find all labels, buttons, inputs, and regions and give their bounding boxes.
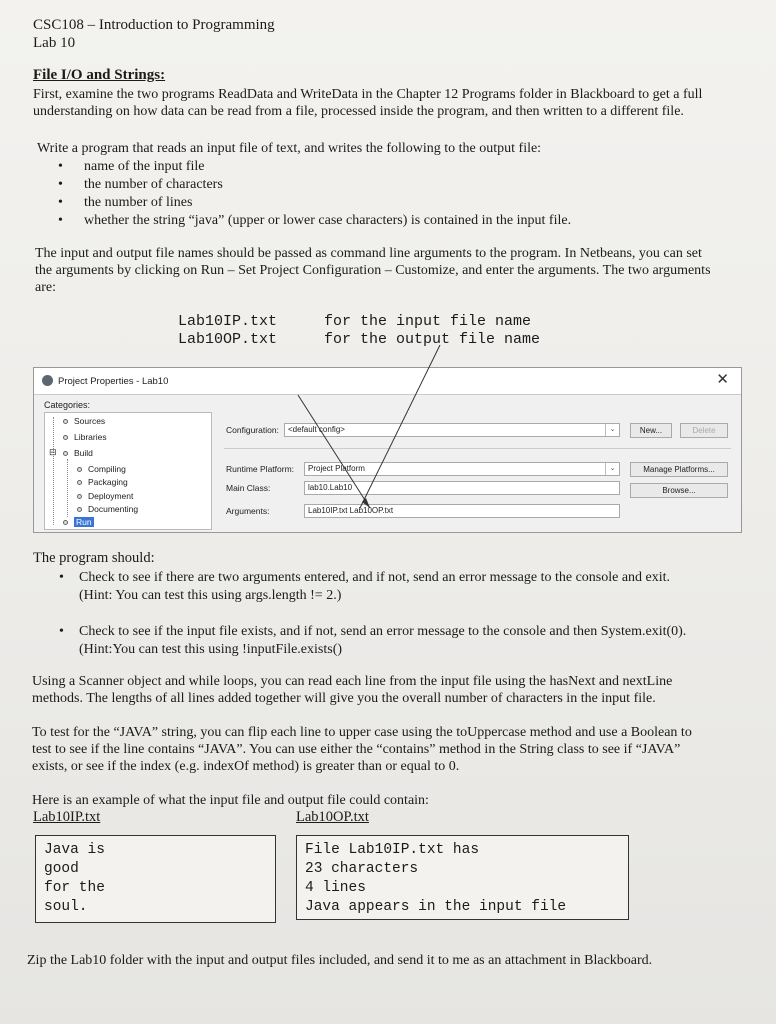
example-lead: Here is an example of what the input file and output file could contain: <box>32 793 429 808</box>
tree-item-label: Documenting <box>88 504 139 514</box>
args-line-2: the arguments by clicking on Run – Set Project Configuration – Customize, and enter the arguments. The two arguments <box>35 263 711 278</box>
runtime-platform-label: Runtime Platform: <box>226 464 295 474</box>
arg-input-desc: for the input file name <box>324 313 532 330</box>
course-title: CSC108 – Introduction to Programming <box>33 17 275 33</box>
java-line-2: test to see if the line contains “JAVA”. You can use either the “contains” method in the String class to see if “JAVA” <box>32 742 681 757</box>
should-lead: The program should: <box>33 550 155 566</box>
list-item <box>33 569 753 605</box>
java-line-3: exists, or see if the index (e.g. indexOf method) is greater than or equal to 0. <box>32 759 460 774</box>
list-item: • name of the input file <box>34 158 754 176</box>
output-file-label: Lab10OP.txt <box>296 809 369 825</box>
tree-item-label: Run <box>76 517 92 527</box>
list-item: • whether the string “java” (upper or lower case characters) is contained in the input file. <box>34 212 754 230</box>
arg-output-file: Lab10OP.txt <box>178 331 278 348</box>
close-icon[interactable]: ✕ <box>716 371 729 388</box>
java-line-1: To test for the “JAVA” string, you can flip each line to upper case using the toUppercase method and use a Boolean to <box>32 725 692 740</box>
lab-number: Lab 10 <box>33 35 76 51</box>
categories-label: Categories: <box>44 400 91 410</box>
chevron-down-icon: ⌄ <box>605 424 619 436</box>
file-line: soul. <box>44 899 88 915</box>
list-item-line: (Hint: You can test this using args.length != 2.) <box>79 588 342 603</box>
list-item: • the number of lines <box>34 194 754 212</box>
input-file-box <box>35 835 276 923</box>
list-item-line: • Check to see if the input file exists, and if not, send an error message to the console and then System.exit(0). <box>79 624 687 639</box>
args-line-1: The input and output file names should be passed as command line arguments to the program. In Netbeans, you can set <box>35 246 702 261</box>
main-class-label: Main Class: <box>226 483 271 493</box>
arrow-line <box>298 395 370 508</box>
tree-item-label: Compiling <box>88 464 126 474</box>
manage-platforms-button[interactable]: Manage Platforms... <box>630 462 728 477</box>
file-line: Java appears in the input file <box>305 899 567 915</box>
arrow-head <box>362 498 370 508</box>
file-line: for the <box>44 880 105 896</box>
arg-output-desc: for the output file name <box>324 331 541 348</box>
should-list <box>33 569 753 659</box>
list-item: • the number of characters <box>34 176 754 194</box>
file-line: good <box>44 861 79 877</box>
scanner-line-1: Using a Scanner object and while loops, you can read each line from the input file using the hasNext and nextLine <box>32 674 673 689</box>
tree-item-label: Deployment <box>88 491 134 501</box>
browse-button[interactable]: Browse... <box>630 483 728 498</box>
tree-item-label: Libraries <box>74 432 107 442</box>
input-file-label: Lab10IP.txt <box>33 809 101 825</box>
task-lead: Write a program that reads an input file of text, and writes the following to the output file: <box>37 141 542 156</box>
intro-line-2: understanding on how data can be read from a file, processed inside the program, and then written to a different file. <box>33 104 684 119</box>
arguments-label: Arguments: <box>226 506 270 516</box>
file-line: 23 characters <box>305 861 419 877</box>
tree-item-label: Packaging <box>88 477 128 487</box>
runtime-platform-value: Project Platform <box>308 464 365 473</box>
configuration-value: <default config> <box>288 425 345 434</box>
file-line: File Lab10IP.txt has <box>305 842 480 858</box>
list-item-line: (Hint:You can test this using !inputFile.exists() <box>79 642 343 657</box>
delete-config-button[interactable]: Delete <box>680 423 728 438</box>
args-line-3: are: <box>35 280 56 295</box>
arg-input-file: Lab10IP.txt <box>178 313 278 330</box>
file-line: 4 lines <box>305 880 366 896</box>
new-config-button[interactable]: New... <box>630 423 672 438</box>
tree-item-label: Build <box>74 448 93 458</box>
file-line: Java is <box>44 842 105 858</box>
configuration-label: Configuration: <box>226 425 279 435</box>
list-item <box>33 623 753 659</box>
chevron-down-icon: ⌄ <box>605 463 619 475</box>
output-file-box <box>296 835 629 920</box>
dialog-title: Project Properties - Lab10 <box>58 376 169 387</box>
intro-line-1: First, examine the two programs ReadData and WriteData in the Chapter 12 Programs folder in Blackboard to get a full <box>33 87 703 102</box>
main-class-input[interactable]: lab10.Lab10 <box>304 481 620 495</box>
tree-item-label: Sources <box>74 416 106 426</box>
tree-expand-icon[interactable]: ⊟ <box>49 447 57 457</box>
scanner-line-2: methods. The lengths of all lines added together will give you the overall number of characters in the input file. <box>32 691 656 706</box>
arguments-input[interactable]: Lab10IP.txt Lab10OP.txt <box>304 504 620 518</box>
arrow-line <box>360 345 440 508</box>
section-title: File I/O and Strings: <box>33 67 166 83</box>
footer-instruction: Zip the Lab10 folder with the input and output files included, and send it to me as an attachment in Blackboard. <box>27 953 653 968</box>
list-item-line: • Check to see if there are two arguments entered, and if not, send an error message to the console and exit. <box>79 570 671 585</box>
